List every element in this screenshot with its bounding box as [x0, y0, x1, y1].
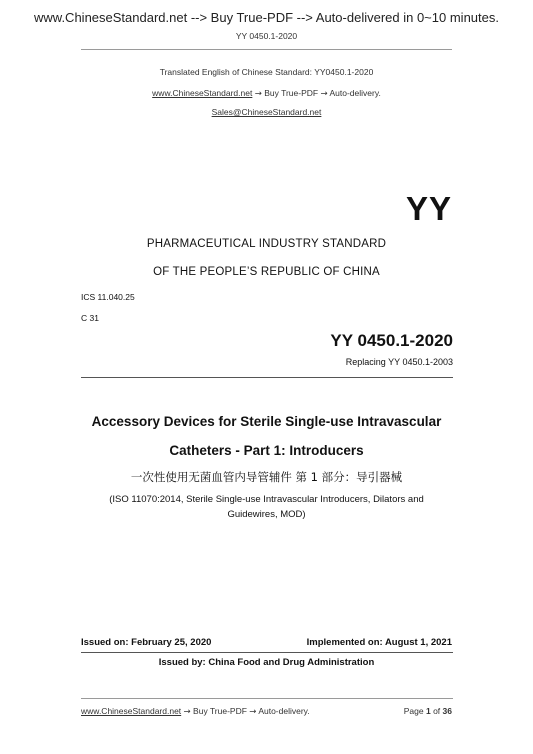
- institution-line-2: OF THE PEOPLE’S REPUBLIC OF CHINA: [153, 266, 380, 278]
- site-link[interactable]: www.ChineseStandard.net: [152, 88, 253, 98]
- institution-line-1: PHARMACEUTICAL INDUSTRY STANDARD: [146, 238, 387, 250]
- page-total: 36: [442, 706, 452, 716]
- email-link[interactable]: Sales@ChineseStandard.net: [211, 107, 322, 117]
- implemented-on: Implemented on: August 1, 2021: [306, 637, 452, 648]
- iso-line-1: (ISO 11070:2014, Sterile Single-use Intravascular Introducers, Dilators and: [109, 494, 424, 505]
- replacing-note: Replacing YY 0450.1-2003: [345, 357, 453, 367]
- ccs-code: C 31: [81, 313, 99, 323]
- issued-on: Issued on: February 25, 2020: [81, 637, 212, 648]
- arrow-right-icon: →: [254, 89, 262, 99]
- page-indicator: [404, 706, 452, 716]
- issue-divider: [81, 652, 453, 653]
- page-current: 1: [425, 706, 431, 716]
- email-row: [0, 107, 533, 117]
- chinese-title: 一次性使用无菌血管内导管辅件 第 1 部分：导引器械: [130, 470, 403, 484]
- header-standard-code: YY 0450.1-2020: [235, 31, 298, 41]
- standard-number: YY 0450.1-2020: [330, 331, 453, 350]
- footer-site-link[interactable]: www.ChineseStandard.net: [81, 706, 182, 716]
- top-banner: www.ChineseStandard.net --> Buy True-PDF --> Auto-delivered in 0~10 minutes.: [34, 10, 499, 25]
- footer-links: [81, 706, 310, 717]
- translated-line: Translated English of Chinese Standard: YY0450.1-2020: [159, 67, 374, 77]
- footer-buy-text: Buy True-PDF: [193, 706, 247, 716]
- title-line-2: Catheters - Part 1: Introducers: [169, 443, 364, 458]
- footer-divider: [81, 698, 453, 699]
- page-of: of: [433, 706, 441, 716]
- intro-links-row: [0, 88, 533, 99]
- yy-logo: YY: [405, 190, 452, 227]
- arrow-right-icon: →: [183, 707, 191, 717]
- footer-delivery-text: Auto-delivery.: [258, 706, 310, 716]
- arrow-right-icon: →: [320, 89, 328, 99]
- title-line-1: Accessory Devices for Sterile Single-use Intravascular: [91, 414, 442, 429]
- title-divider: [81, 377, 453, 378]
- arrow-right-icon: →: [249, 707, 257, 717]
- page-label: Page: [403, 706, 424, 716]
- iso-line-2: Guidewires, MOD): [227, 509, 306, 520]
- buy-true-pdf-text: Buy True-PDF: [264, 88, 319, 98]
- issued-by: Issued by: China Food and Drug Administration: [158, 657, 375, 668]
- auto-delivery-text: Auto-delivery.: [329, 88, 381, 98]
- ics-code: ICS 11.040.25: [81, 292, 135, 302]
- header-divider: [81, 49, 452, 50]
